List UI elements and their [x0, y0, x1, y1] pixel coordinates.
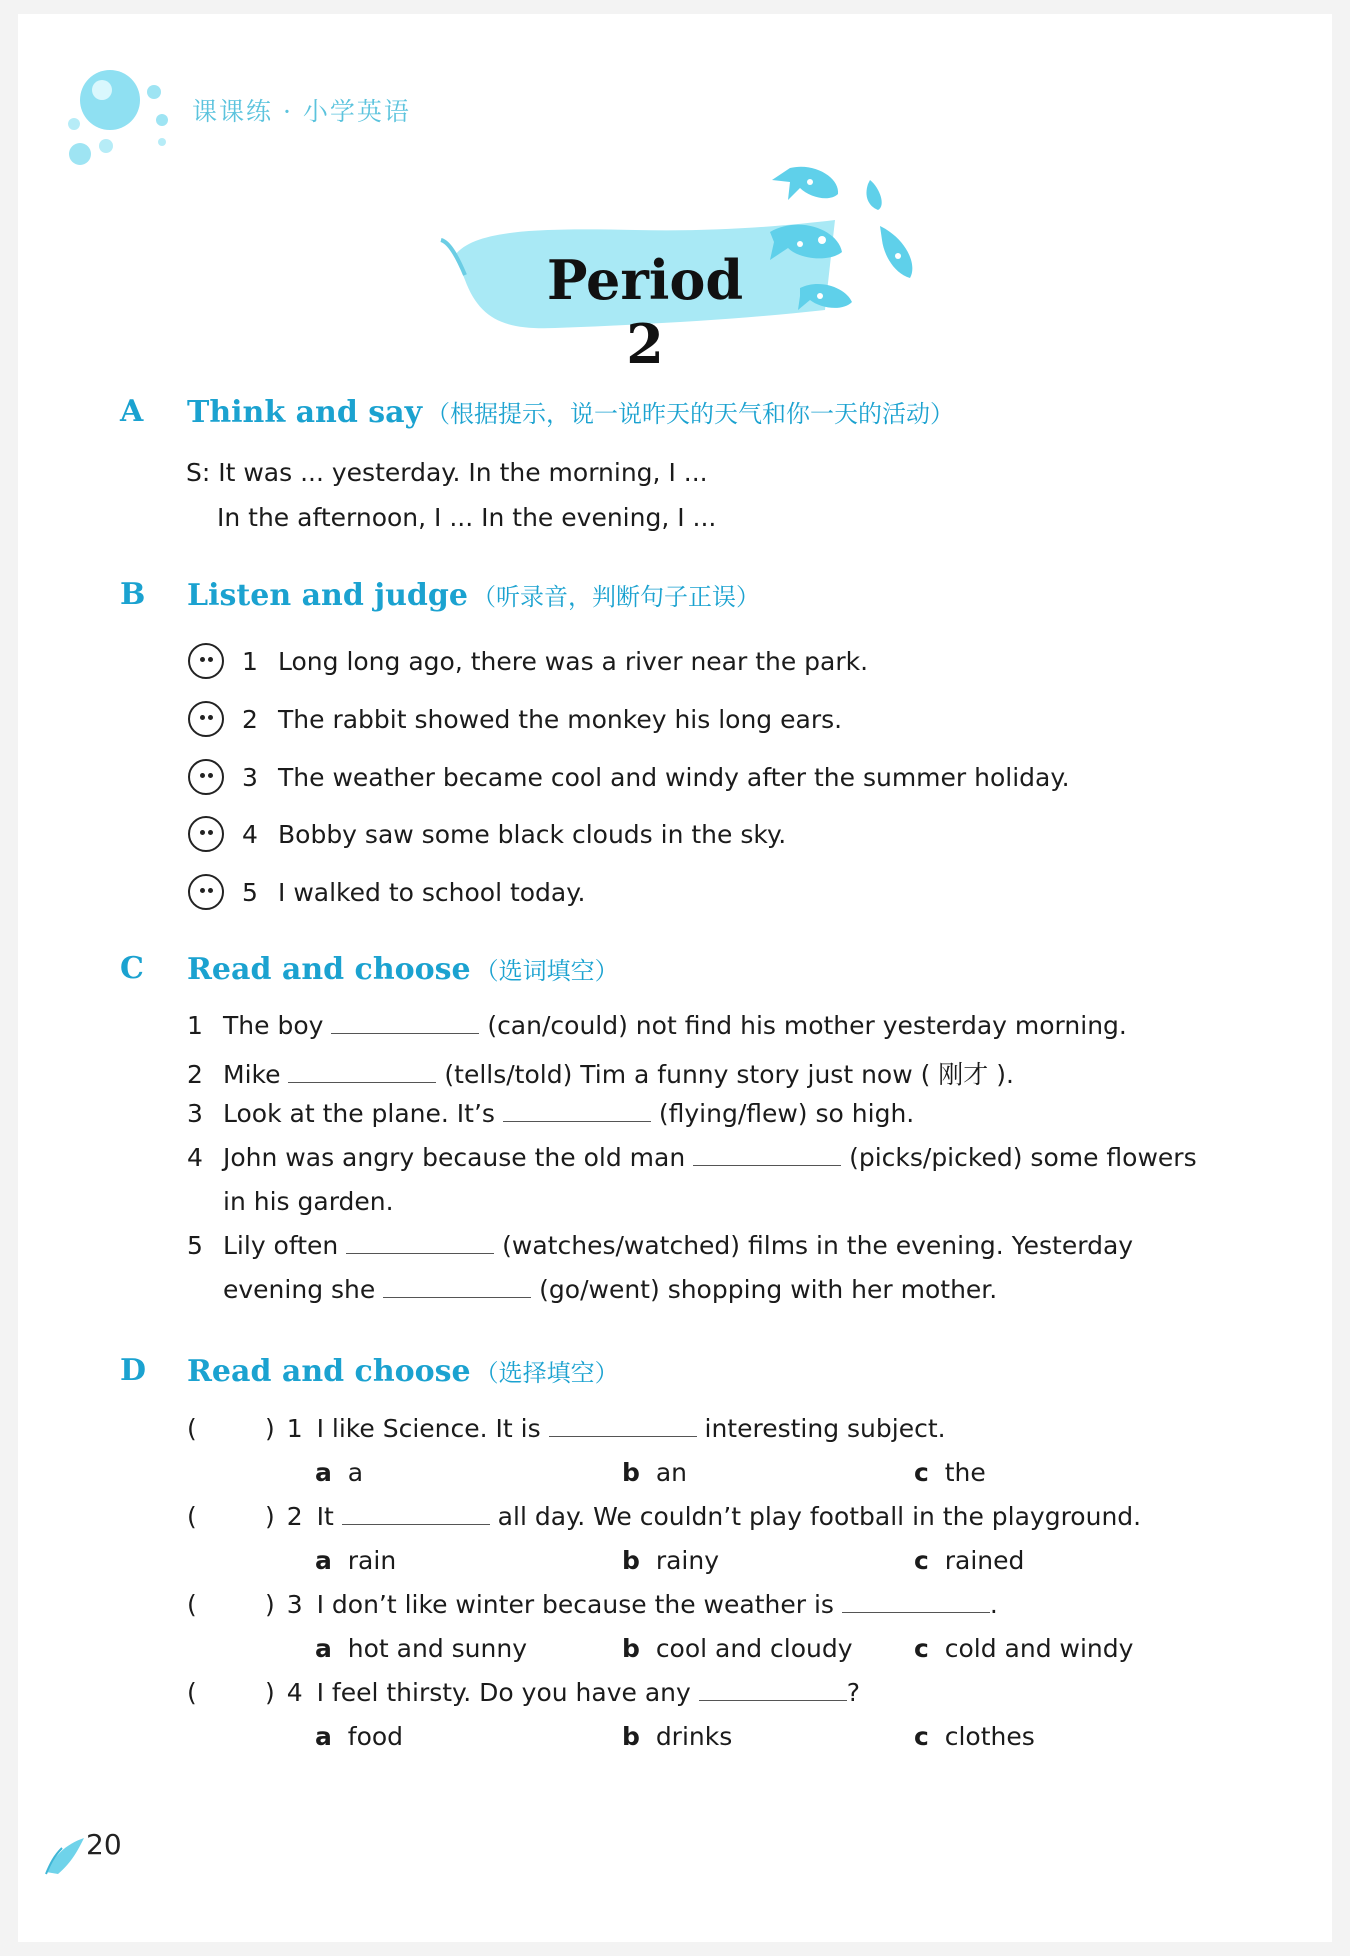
option-a: a food [315, 1722, 404, 1751]
item-number: 3 [187, 1099, 203, 1128]
fill-item-continuation: in his garden. [223, 1187, 394, 1216]
item-text: (can/could) not find his mother yesterday morning. [487, 1011, 1127, 1040]
paren-open: ( [187, 1678, 197, 1707]
paren-close: ) [265, 1678, 275, 1707]
item-number: 3 [242, 763, 258, 792]
fill-item [187, 1099, 914, 1128]
option-c: c rained [914, 1546, 1025, 1575]
header-title: 课课练 · 小学英语 [192, 97, 411, 126]
item-text: . [989, 1590, 998, 1619]
paren-close: ) [265, 1502, 275, 1531]
section-a-line-2: In the afternoon, I ... In the evening, I ... [217, 503, 717, 532]
judge-item [242, 820, 786, 849]
item-text: I walked to school today. [278, 878, 586, 907]
item-text: I like Science. It is [316, 1414, 541, 1443]
section-b-title: Listen and judge [187, 578, 468, 613]
judge-item [242, 647, 868, 676]
answer-blank[interactable] [503, 1120, 651, 1122]
option-c: c clothes [914, 1722, 1035, 1751]
period-title: Period 2 [546, 248, 744, 376]
section-a-title: Think and say [187, 395, 423, 430]
paren-open: ( [187, 1414, 197, 1443]
item-text: (watches/watched) films in the evening. Yesterday [502, 1231, 1134, 1260]
section-b-heading [187, 577, 760, 613]
choice-item [265, 1678, 860, 1707]
fill-item [187, 1143, 1197, 1172]
answer-blank[interactable] [288, 1081, 436, 1083]
option-c: c cold and windy [914, 1634, 1134, 1663]
choice-item [265, 1590, 998, 1619]
answer-blank[interactable] [693, 1164, 841, 1166]
item-text: The boy [223, 1011, 324, 1040]
item-text: Bobby saw some black clouds in the sky. [278, 820, 787, 849]
item-text: It [316, 1502, 334, 1531]
item-number: 1 [286, 1414, 303, 1443]
item-text: I feel thirsty. Do you have any [316, 1678, 691, 1707]
judge-item [242, 705, 842, 734]
item-number: 4 [286, 1678, 303, 1707]
item-number: 2 [242, 705, 258, 734]
answer-blank[interactable] [383, 1296, 531, 1298]
option-a: a hot and sunny [315, 1634, 528, 1663]
fill-item [187, 1055, 1014, 1091]
fill-item-continuation [223, 1275, 997, 1304]
item-text: Long long ago, there was a river near the park. [278, 647, 869, 676]
item-text: (flying/flew) so high. [658, 1099, 915, 1128]
item-text: (tells/told) Tim a funny story just now ( 刚才 ). [444, 1060, 1014, 1089]
item-number: 3 [286, 1590, 303, 1619]
answer-slot[interactable] [200, 1412, 260, 1446]
section-c-title: Read and choose [187, 952, 471, 987]
section-b-letter: B [120, 577, 146, 612]
item-text: evening she [223, 1275, 376, 1304]
item-number: 1 [187, 1011, 203, 1040]
paren-open: ( [187, 1502, 197, 1531]
fish-decoration [760, 160, 940, 330]
answer-blank [842, 1611, 990, 1613]
item-number: 1 [242, 647, 258, 676]
answer-slot[interactable] [200, 1500, 260, 1534]
paren-close: ) [265, 1590, 275, 1619]
section-a-letter: A [120, 394, 144, 429]
section-d-heading [187, 1353, 619, 1389]
item-number: 5 [187, 1231, 203, 1260]
option-b: b cool and cloudy [622, 1634, 853, 1663]
answer-slot[interactable] [200, 1676, 260, 1710]
choice-item [265, 1502, 1141, 1531]
section-d-title: Read and choose [187, 1354, 471, 1389]
item-text: (picks/picked) some flowers [849, 1143, 1197, 1172]
face-answer-box[interactable] [188, 701, 224, 737]
fill-item [187, 1231, 1133, 1260]
item-number: 2 [286, 1502, 303, 1531]
leaf-icon [44, 1836, 86, 1876]
judge-item [242, 878, 585, 907]
answer-blank[interactable] [346, 1252, 494, 1254]
paren-open: ( [187, 1590, 197, 1619]
item-number: 4 [242, 820, 258, 849]
face-answer-box[interactable] [188, 816, 224, 852]
answer-slot[interactable] [200, 1588, 260, 1622]
item-text: I don’t like winter because the weather is [316, 1590, 834, 1619]
item-number: 2 [187, 1060, 203, 1089]
face-answer-box[interactable] [188, 874, 224, 910]
item-text: interesting subject. [704, 1414, 946, 1443]
item-text: John was angry because the old man [223, 1143, 686, 1172]
answer-blank [699, 1699, 847, 1701]
answer-blank [549, 1435, 697, 1437]
section-d-letter: D [120, 1353, 147, 1388]
option-b: b drinks [622, 1722, 733, 1751]
judge-item [242, 763, 1070, 792]
face-answer-box[interactable] [188, 643, 224, 679]
section-a-line-1: S: It was ... yesterday. In the morning, I ... [186, 458, 708, 487]
page-number: 20 [86, 1828, 122, 1861]
item-text: Mike [223, 1060, 281, 1089]
fill-item [187, 1011, 1127, 1040]
choice-item [265, 1414, 946, 1443]
answer-blank [342, 1523, 490, 1525]
section-c-letter: C [120, 951, 144, 986]
section-d-note: （选择填空） [474, 1359, 619, 1387]
section-b-note: （听录音，判断句子正误） [471, 583, 760, 611]
option-a: a a [315, 1458, 364, 1487]
section-c-note: （选词填空） [474, 957, 619, 985]
answer-blank[interactable] [331, 1032, 479, 1034]
section-a-note: （根据提示，说一说昨天的天气和你一天的活动） [426, 400, 955, 428]
paren-close: ) [265, 1414, 275, 1443]
section-a-heading [187, 394, 954, 430]
item-number: 4 [187, 1143, 203, 1172]
option-a: a rain [315, 1546, 397, 1575]
item-number: 5 [242, 878, 258, 907]
item-text: Look at the plane. It’s [223, 1099, 495, 1128]
bubbles-decoration [58, 62, 178, 172]
option-b: b an [622, 1458, 687, 1487]
item-text: ? [846, 1678, 861, 1707]
item-text: Lily often [223, 1231, 339, 1260]
section-c-heading [187, 951, 619, 987]
option-c: c the [914, 1458, 986, 1487]
item-text: The rabbit showed the monkey his long ears. [278, 705, 843, 734]
item-text: (go/went) shopping with her mother. [539, 1275, 998, 1304]
item-text: all day. We couldn’t play football in the playground. [497, 1502, 1142, 1531]
option-b: b rainy [622, 1546, 719, 1575]
item-text: The weather became cool and windy after the summer holiday. [278, 763, 1070, 792]
face-answer-box[interactable] [188, 759, 224, 795]
